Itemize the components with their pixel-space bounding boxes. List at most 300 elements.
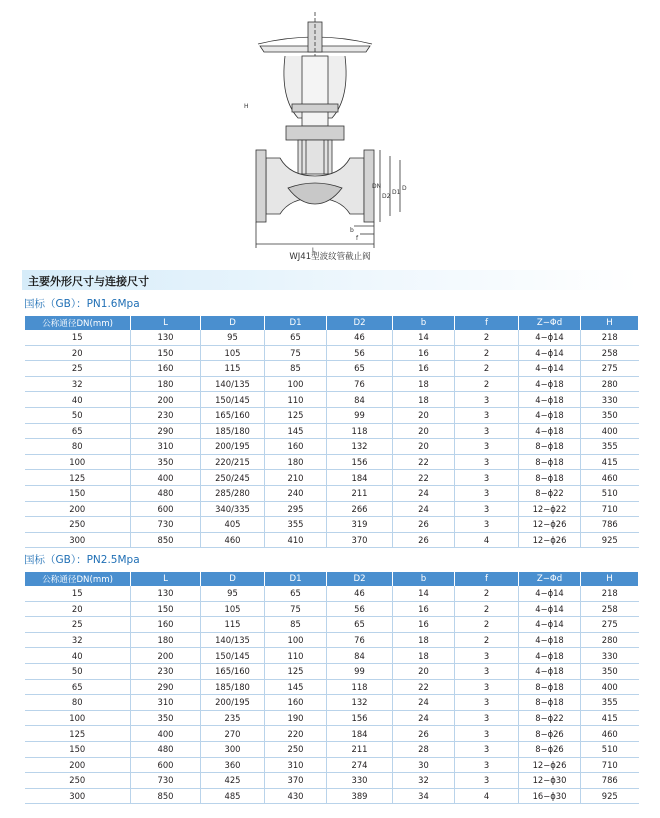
table-cell: 12−ϕ26 bbox=[519, 532, 581, 548]
table-cell: 24 bbox=[393, 501, 455, 517]
table-cell: 100 bbox=[265, 376, 327, 392]
table-row bbox=[25, 330, 639, 345]
table-cell: 12−ϕ30 bbox=[519, 773, 581, 789]
table-cell: 300 bbox=[25, 532, 131, 548]
table-cell: 310 bbox=[131, 439, 201, 455]
table-cell: 3 bbox=[455, 757, 519, 773]
dim-label-D: D bbox=[402, 185, 407, 192]
table-cell: 50 bbox=[25, 663, 131, 679]
table-cell: 65 bbox=[327, 361, 393, 377]
table-cell: 150/145 bbox=[201, 392, 265, 408]
table-row bbox=[25, 470, 639, 486]
table-cell: 185/180 bbox=[201, 423, 265, 439]
table-cell: 160 bbox=[265, 695, 327, 711]
table-cell: 145 bbox=[265, 423, 327, 439]
table-cell: 150/145 bbox=[201, 648, 265, 664]
column-header-h: H bbox=[581, 316, 639, 330]
table-cell: 275 bbox=[581, 617, 639, 633]
table-cell: 20 bbox=[393, 407, 455, 423]
table-cell: 3 bbox=[455, 648, 519, 664]
table-cell: 850 bbox=[131, 788, 201, 804]
table-cell: 370 bbox=[327, 532, 393, 548]
table-cell: 180 bbox=[131, 376, 201, 392]
table-cell: 3 bbox=[455, 485, 519, 501]
table-cell: 4−ϕ18 bbox=[519, 423, 581, 439]
table-cell: 410 bbox=[265, 532, 327, 548]
figure-caption: WJ41型波纹管截止阀 bbox=[289, 252, 371, 262]
table-cell: 8−ϕ18 bbox=[519, 695, 581, 711]
table-cell: 125 bbox=[265, 407, 327, 423]
table-cell: 65 bbox=[25, 679, 131, 695]
table-cell: 480 bbox=[131, 485, 201, 501]
table-cell: 280 bbox=[581, 376, 639, 392]
column-header-d1: D1 bbox=[265, 316, 327, 330]
table-cell: 310 bbox=[131, 695, 201, 711]
table-row bbox=[25, 679, 639, 695]
table-cell: 65 bbox=[327, 617, 393, 633]
table-cell: 8−ϕ26 bbox=[519, 726, 581, 742]
table-row bbox=[25, 361, 639, 377]
table-cell: 4−ϕ18 bbox=[519, 376, 581, 392]
table-cell: 258 bbox=[581, 345, 639, 361]
table-cell: 15 bbox=[25, 330, 131, 345]
table-cell: 425 bbox=[201, 773, 265, 789]
table-cell: 76 bbox=[327, 376, 393, 392]
table-cell: 165/160 bbox=[201, 407, 265, 423]
table-cell: 350 bbox=[131, 454, 201, 470]
table-cell: 600 bbox=[131, 501, 201, 517]
valve-section-diagram bbox=[240, 8, 410, 256]
table-cell: 156 bbox=[327, 710, 393, 726]
table-cell: 76 bbox=[327, 632, 393, 648]
table-row bbox=[25, 501, 639, 517]
table-cell: 185/180 bbox=[201, 679, 265, 695]
table-row bbox=[25, 407, 639, 423]
table-cell: 200/195 bbox=[201, 439, 265, 455]
table-cell: 145 bbox=[265, 679, 327, 695]
table-cell: 140/135 bbox=[201, 632, 265, 648]
table-cell: 8−ϕ18 bbox=[519, 454, 581, 470]
table-cell: 40 bbox=[25, 648, 131, 664]
table-cell: 105 bbox=[201, 345, 265, 361]
table-cell: 460 bbox=[581, 726, 639, 742]
table-cell: 14 bbox=[393, 330, 455, 345]
table-cell: 460 bbox=[201, 532, 265, 548]
table-cell: 18 bbox=[393, 648, 455, 664]
table-row bbox=[25, 788, 639, 804]
table-cell: 100 bbox=[25, 710, 131, 726]
table-cell: 2 bbox=[455, 617, 519, 633]
table-cell: 46 bbox=[327, 330, 393, 345]
table-cell: 218 bbox=[581, 586, 639, 601]
table-cell: 26 bbox=[393, 532, 455, 548]
table-cell: 200 bbox=[131, 392, 201, 408]
table-cell: 65 bbox=[265, 586, 327, 601]
table-cell: 200/195 bbox=[201, 695, 265, 711]
table-row bbox=[25, 392, 639, 408]
table-cell: 180 bbox=[265, 454, 327, 470]
table-cell: 165/160 bbox=[201, 663, 265, 679]
table-cell: 26 bbox=[393, 517, 455, 533]
column-header-d2: D2 bbox=[327, 316, 393, 330]
table-cell: 4−ϕ18 bbox=[519, 632, 581, 648]
table-row bbox=[25, 532, 639, 548]
table-cell: 140/135 bbox=[201, 376, 265, 392]
table-cell: 710 bbox=[581, 501, 639, 517]
table-cell: 24 bbox=[393, 485, 455, 501]
table-cell: 400 bbox=[581, 423, 639, 439]
table-cell: 25 bbox=[25, 361, 131, 377]
table-cell: 230 bbox=[131, 407, 201, 423]
table-cell: 2 bbox=[455, 345, 519, 361]
column-header-h: H bbox=[581, 572, 639, 586]
table-cell: 4−ϕ18 bbox=[519, 407, 581, 423]
table-cell: 65 bbox=[25, 423, 131, 439]
table-cell: 266 bbox=[327, 501, 393, 517]
table-cell: 220/215 bbox=[201, 454, 265, 470]
table-cell: 4−ϕ14 bbox=[519, 586, 581, 601]
table-cell: 200 bbox=[25, 501, 131, 517]
table-cell: 160 bbox=[131, 617, 201, 633]
table-cell: 184 bbox=[327, 726, 393, 742]
table-cell: 211 bbox=[327, 485, 393, 501]
table-cell: 925 bbox=[581, 532, 639, 548]
table-cell: 925 bbox=[581, 788, 639, 804]
table-cell: 430 bbox=[265, 788, 327, 804]
table-cell: 118 bbox=[327, 679, 393, 695]
table-body bbox=[25, 330, 639, 548]
table-cell: 710 bbox=[581, 757, 639, 773]
column-header-f: f bbox=[455, 316, 519, 330]
table-cell: 8−ϕ18 bbox=[519, 679, 581, 695]
spec-table-pn25 bbox=[24, 572, 639, 804]
table-cell: 18 bbox=[393, 632, 455, 648]
table-cell: 350 bbox=[581, 663, 639, 679]
table-cell: 18 bbox=[393, 392, 455, 408]
column-header-d1: D1 bbox=[265, 572, 327, 586]
table-cell: 2 bbox=[455, 632, 519, 648]
table-cell: 180 bbox=[131, 632, 201, 648]
table-cell: 110 bbox=[265, 648, 327, 664]
table-cell: 389 bbox=[327, 788, 393, 804]
table-cell: 110 bbox=[265, 392, 327, 408]
valve-drawing bbox=[240, 8, 410, 268]
table-cell: 355 bbox=[581, 439, 639, 455]
table-cell: 510 bbox=[581, 485, 639, 501]
table-cell: 415 bbox=[581, 454, 639, 470]
table-cell: 220 bbox=[265, 726, 327, 742]
table-cell: 300 bbox=[25, 788, 131, 804]
table-cell: 210 bbox=[265, 470, 327, 486]
table-cell: 8−ϕ18 bbox=[519, 439, 581, 455]
table-cell: 84 bbox=[327, 392, 393, 408]
table-cell: 15 bbox=[25, 586, 131, 601]
table-cell: 25 bbox=[25, 617, 131, 633]
table-cell: 250 bbox=[25, 517, 131, 533]
column-header-d: D bbox=[201, 316, 265, 330]
table-cell: 22 bbox=[393, 454, 455, 470]
dim-label-b: b bbox=[350, 227, 354, 234]
table-cell: 4 bbox=[455, 532, 519, 548]
section-title: 主要外形尺寸与连接尺寸 bbox=[28, 275, 149, 288]
table-cell: 50 bbox=[25, 407, 131, 423]
table-cell: 115 bbox=[201, 361, 265, 377]
table-cell: 4−ϕ18 bbox=[519, 392, 581, 408]
table-cell: 16 bbox=[393, 361, 455, 377]
table-cell: 250 bbox=[265, 741, 327, 757]
table-cell: 405 bbox=[201, 517, 265, 533]
table-cell: 99 bbox=[327, 407, 393, 423]
section-title-band bbox=[22, 270, 638, 290]
column-header-dn: 公称通径DN(mm) bbox=[25, 572, 131, 586]
dim-label-DN: DN bbox=[372, 183, 382, 190]
table-cell: 26 bbox=[393, 726, 455, 742]
table-cell: 24 bbox=[393, 710, 455, 726]
table-cell: 330 bbox=[327, 773, 393, 789]
table-cell: 190 bbox=[265, 710, 327, 726]
table-cell: 85 bbox=[265, 617, 327, 633]
table-cell: 786 bbox=[581, 517, 639, 533]
table-body bbox=[25, 586, 639, 804]
table-row bbox=[25, 648, 639, 664]
table-cell: 211 bbox=[327, 741, 393, 757]
table-cell: 32 bbox=[25, 376, 131, 392]
table-cell: 400 bbox=[131, 470, 201, 486]
table-cell: 115 bbox=[201, 617, 265, 633]
column-header-z-d: Z−Φd bbox=[519, 316, 581, 330]
table-cell: 130 bbox=[131, 586, 201, 601]
column-header-d: D bbox=[201, 572, 265, 586]
table-cell: 2 bbox=[455, 361, 519, 377]
table-cell: 28 bbox=[393, 741, 455, 757]
column-header-z-d: Z−Φd bbox=[519, 572, 581, 586]
table-cell: 150 bbox=[131, 345, 201, 361]
table-cell: 100 bbox=[265, 632, 327, 648]
table-cell: 274 bbox=[327, 757, 393, 773]
table-row bbox=[25, 586, 639, 601]
table-cell: 4−ϕ14 bbox=[519, 345, 581, 361]
table-cell: 310 bbox=[265, 757, 327, 773]
table-cell: 290 bbox=[131, 679, 201, 695]
table-cell: 730 bbox=[131, 517, 201, 533]
table-cell: 275 bbox=[581, 361, 639, 377]
table-cell: 3 bbox=[455, 663, 519, 679]
table-cell: 400 bbox=[581, 679, 639, 695]
table-cell: 355 bbox=[581, 695, 639, 711]
table-cell: 3 bbox=[455, 726, 519, 742]
table-cell: 280 bbox=[581, 632, 639, 648]
table-row bbox=[25, 517, 639, 533]
table-cell: 600 bbox=[131, 757, 201, 773]
table-cell: 32 bbox=[25, 632, 131, 648]
table-cell: 160 bbox=[131, 361, 201, 377]
table-cell: 485 bbox=[201, 788, 265, 804]
table-cell: 132 bbox=[327, 439, 393, 455]
table-cell: 4−ϕ14 bbox=[519, 601, 581, 617]
table-cell: 360 bbox=[201, 757, 265, 773]
dim-label-f: f bbox=[356, 235, 359, 242]
table-row bbox=[25, 663, 639, 679]
table-cell: 3 bbox=[455, 695, 519, 711]
table-cell: 125 bbox=[265, 663, 327, 679]
table-cell: 22 bbox=[393, 679, 455, 695]
dim-label-H: H bbox=[244, 103, 249, 110]
table-row bbox=[25, 439, 639, 455]
column-header-d2: D2 bbox=[327, 572, 393, 586]
table-cell: 20 bbox=[25, 345, 131, 361]
table-cell: 200 bbox=[25, 757, 131, 773]
table-cell: 3 bbox=[455, 679, 519, 695]
table-row bbox=[25, 757, 639, 773]
table-cell: 80 bbox=[25, 695, 131, 711]
table-cell: 30 bbox=[393, 757, 455, 773]
table-cell: 3 bbox=[455, 392, 519, 408]
table-cell: 8−ϕ22 bbox=[519, 710, 581, 726]
table-cell: 250/245 bbox=[201, 470, 265, 486]
table-cell: 20 bbox=[393, 423, 455, 439]
table-cell: 3 bbox=[455, 423, 519, 439]
table-cell: 200 bbox=[131, 648, 201, 664]
table-cell: 300 bbox=[201, 741, 265, 757]
table-cell: 118 bbox=[327, 423, 393, 439]
table-cell: 46 bbox=[327, 586, 393, 601]
table-cell: 295 bbox=[265, 501, 327, 517]
table-cell: 4−ϕ18 bbox=[519, 663, 581, 679]
table-cell: 786 bbox=[581, 773, 639, 789]
table-row bbox=[25, 454, 639, 470]
table-cell: 12−ϕ26 bbox=[519, 757, 581, 773]
table-cell: 40 bbox=[25, 392, 131, 408]
column-header-l: L bbox=[131, 316, 201, 330]
table-cell: 218 bbox=[581, 330, 639, 345]
table-row bbox=[25, 773, 639, 789]
table-cell: 4−ϕ14 bbox=[519, 330, 581, 345]
table-cell: 8−ϕ18 bbox=[519, 470, 581, 486]
table-cell: 8−ϕ26 bbox=[519, 741, 581, 757]
table-cell: 56 bbox=[327, 601, 393, 617]
column-header-f: f bbox=[455, 572, 519, 586]
table-cell: 132 bbox=[327, 695, 393, 711]
table-row bbox=[25, 345, 639, 361]
table-header-row bbox=[25, 572, 639, 586]
table-cell: 34 bbox=[393, 788, 455, 804]
table-cell: 24 bbox=[393, 695, 455, 711]
table-cell: 20 bbox=[25, 601, 131, 617]
table-cell: 125 bbox=[25, 726, 131, 742]
column-header-b: b bbox=[393, 316, 455, 330]
table-cell: 16 bbox=[393, 345, 455, 361]
table-cell: 20 bbox=[393, 439, 455, 455]
table-cell: 240 bbox=[265, 485, 327, 501]
spec-table-pn16 bbox=[24, 316, 639, 548]
table-cell: 3 bbox=[455, 741, 519, 757]
dim-label-D1: D1 bbox=[392, 189, 401, 196]
table-cell: 4 bbox=[455, 788, 519, 804]
table-cell: 270 bbox=[201, 726, 265, 742]
table-cell: 18 bbox=[393, 376, 455, 392]
table-cell: 100 bbox=[25, 454, 131, 470]
dim-label-D2: D2 bbox=[382, 193, 391, 200]
table-row bbox=[25, 695, 639, 711]
table-cell: 480 bbox=[131, 741, 201, 757]
table-header-row bbox=[25, 316, 639, 330]
table-cell: 150 bbox=[25, 485, 131, 501]
table-cell: 460 bbox=[581, 470, 639, 486]
table-row bbox=[25, 617, 639, 633]
table-row bbox=[25, 741, 639, 757]
table-cell: 3 bbox=[455, 407, 519, 423]
table-cell: 3 bbox=[455, 710, 519, 726]
table-cell: 235 bbox=[201, 710, 265, 726]
table-cell: 130 bbox=[131, 330, 201, 345]
table-row bbox=[25, 710, 639, 726]
column-header-b: b bbox=[393, 572, 455, 586]
table-cell: 850 bbox=[131, 532, 201, 548]
table-row bbox=[25, 376, 639, 392]
table-cell: 258 bbox=[581, 601, 639, 617]
table-cell: 2 bbox=[455, 376, 519, 392]
dim-label-L: L bbox=[312, 247, 316, 254]
table-cell: 3 bbox=[455, 773, 519, 789]
table-cell: 95 bbox=[201, 330, 265, 345]
table-cell: 230 bbox=[131, 663, 201, 679]
table-cell: 730 bbox=[131, 773, 201, 789]
table-cell: 2 bbox=[455, 330, 519, 345]
table-cell: 65 bbox=[265, 330, 327, 345]
table-cell: 285/280 bbox=[201, 485, 265, 501]
table-cell: 20 bbox=[393, 663, 455, 679]
table-cell: 370 bbox=[265, 773, 327, 789]
table-cell: 4−ϕ14 bbox=[519, 361, 581, 377]
table-cell: 3 bbox=[455, 439, 519, 455]
table-cell: 350 bbox=[581, 407, 639, 423]
table-cell: 16−ϕ30 bbox=[519, 788, 581, 804]
table-cell: 80 bbox=[25, 439, 131, 455]
table-cell: 2 bbox=[455, 601, 519, 617]
table-cell: 16 bbox=[393, 601, 455, 617]
table-cell: 8−ϕ22 bbox=[519, 485, 581, 501]
table-cell: 340/335 bbox=[201, 501, 265, 517]
table-row bbox=[25, 423, 639, 439]
table-cell: 290 bbox=[131, 423, 201, 439]
table-cell: 95 bbox=[201, 586, 265, 601]
table-cell: 56 bbox=[327, 345, 393, 361]
table-cell: 350 bbox=[131, 710, 201, 726]
standard-label-pn16: 国标（GB）：PN1.6Mpa bbox=[24, 298, 140, 310]
column-header-dn: 公称通径DN(mm) bbox=[25, 316, 131, 330]
table-cell: 12−ϕ22 bbox=[519, 501, 581, 517]
table-cell: 14 bbox=[393, 586, 455, 601]
table-cell: 355 bbox=[265, 517, 327, 533]
table-cell: 4−ϕ14 bbox=[519, 617, 581, 633]
table-row bbox=[25, 632, 639, 648]
table-cell: 4−ϕ18 bbox=[519, 648, 581, 664]
table-cell: 75 bbox=[265, 345, 327, 361]
table-cell: 400 bbox=[131, 726, 201, 742]
table-cell: 150 bbox=[131, 601, 201, 617]
table-cell: 150 bbox=[25, 741, 131, 757]
table-cell: 250 bbox=[25, 773, 131, 789]
table-cell: 156 bbox=[327, 454, 393, 470]
table-row bbox=[25, 726, 639, 742]
table-cell: 160 bbox=[265, 439, 327, 455]
table-cell: 184 bbox=[327, 470, 393, 486]
table-cell: 330 bbox=[581, 392, 639, 408]
table-row bbox=[25, 601, 639, 617]
table-cell: 319 bbox=[327, 517, 393, 533]
table-cell: 3 bbox=[455, 517, 519, 533]
column-header-l: L bbox=[131, 572, 201, 586]
